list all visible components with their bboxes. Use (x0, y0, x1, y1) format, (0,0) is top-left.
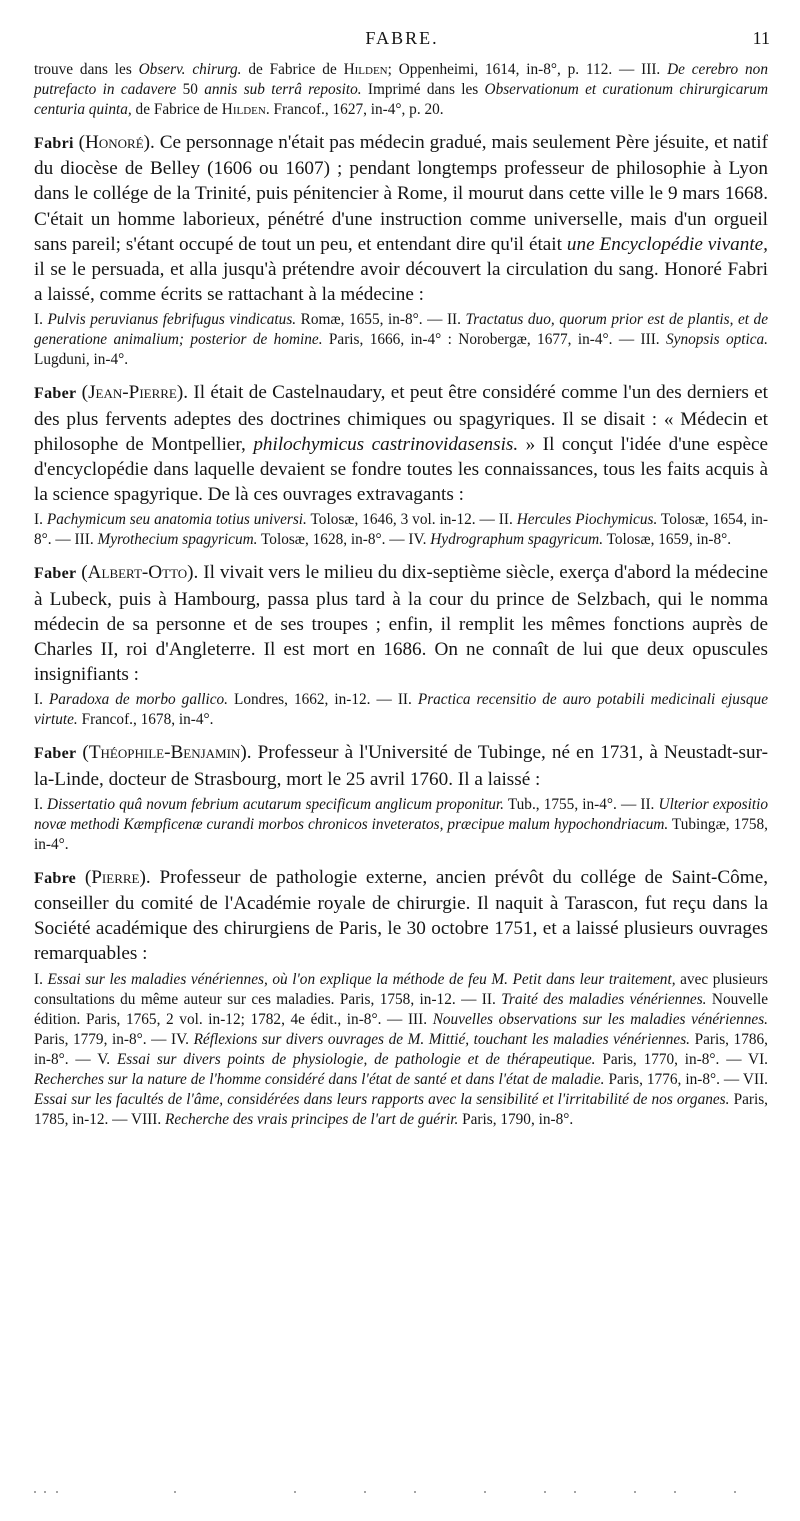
entry-text: Fabri (Honoré). Ce personnage n'était pas médecin gradué, mais seulement Père jésuite, et natif du diocèse de Belley (1606 ou 1607) ; pendant longtemps professeur de philosophie à Lyon dans le collége de la Trinité, puis pénitencier à Rome, il mourut dans cette ville le 9 mars 1668. C'était un homme laborieux, pénétré d'une instruction comme universelle, mais d'un orgueil sans pareil; s'étant occupé de tout un peu, et entendant dire qu'il était une Encyclopédie vivante, il se le persuada, et alla jusqu'à prétendre avoir découvert la circulation du sang. Honoré Fabri a laissé, comme écrits se rattachant à la médecine : (34, 132, 769, 306)
entry-works: I. Dissertatio quâ novum febrium acutarum specificum anglicum proponitur. Tub., 1755, in-4°. — II. Ulterior expositio novæ methodi Kæmpficenæ curandi morbos chronicos inveteratos, præcipue malum hypochondriacum. Tubingæ, 1758, in-4°. (34, 795, 769, 853)
entry-fabre-pierre (34, 865, 768, 1130)
dictionary-body (34, 60, 768, 1130)
entry-given-name: Honoré (85, 132, 144, 153)
entry-works: I. Pulvis peruvianus febrifugus vindicatus. Romæ, 1655, in-8°. — II. Tractatus duo, quorum prior est de plantis, et de generatione animalium; posterior de homine. Paris, 1666, in-4° : Norobergæ, 1677, in-4°. — III. Synopsis optica. Lugduni, in-4°. (34, 311, 768, 369)
entry-surname: Fabri (34, 135, 74, 152)
entry-given-name: Albert-Otto (87, 562, 188, 584)
entry-surname: Fabre (34, 869, 77, 887)
entry-text: Fabre (Pierre). Professeur de pathologie externe, ancien prévôt du collége de Saint-Côme, conseiller du comité de l'Académie royale de chirurgie. Il naquit à Tarascon, fut reçu dans la Société académique des chirurgiens de Paris, le 30 octobre 1751, et a laissé plusieurs ouvrages remarquables : (34, 866, 769, 965)
entry-faber-albert-otto (34, 560, 768, 730)
entry-works: I. Pachymicum seu anatomia totius universi. Tolosæ, 1646, 3 vol. in-12. — II. Hercules Piochymicus. Tolosæ, 1654, in-8°. — III. Myrothecium spagyricum. Tolosæ, 1628, in-8°. — IV. Hydrographum spagyricum. Tolosæ, 1659, in-8°. (34, 511, 769, 549)
entry-surname: Faber (34, 565, 77, 583)
entry-fabri-honore (34, 130, 768, 370)
entry-faber-jean-pierre (34, 380, 768, 550)
entry-given-name: Théophile-Benjamin (88, 742, 241, 764)
entry-given-name: Jean-Pierre (88, 382, 177, 404)
entry-faber-theophile-benjamin (34, 740, 768, 854)
page-number: 11 (752, 28, 770, 48)
entry-text: Faber (Théophile-Benjamin). Professeur à l'Université de Tubinge, né en 1731, à Neustadt-sur-la-Linde, docteur de Strasbourg, mort le 25 avril 1760. Il a laissé : (34, 742, 768, 790)
entry-given-name: Pierre (91, 866, 140, 888)
entry-surname: Faber (34, 745, 77, 763)
continuation-bibliography: trouve dans les Observ. chirurg. de Fabrice de Hilden; Oppenheimi, 1614, in-8°, p. 112. — III. De cerebro non putrefacto in cadavere 50 annis sub terrâ reposito. Imprimé dans les Observationum et curationum chirurgicarum centuria quinta, de Fabrice de Hilden. Francof., 1627, in-4°, p. 20. (34, 61, 768, 118)
running-head-title: FABRE. (365, 28, 439, 48)
scan-artifact-dots (34, 1488, 768, 1498)
entry-surname: Faber (34, 385, 77, 403)
entry-works: I. Essai sur les maladies vénériennes, où l'on explique la méthode de feu M. Petit dans leur traitement, avec plusieurs consultations du même auteur sur ces maladies. Paris, 1758, in-12. — II. Traité des maladies vénériennes. Nouvelle édition. Paris, 1765, 2 vol. in-12; 1782, 4e édit., in-8°. — III. Nouvelles observations sur les maladies vénériennes. Paris, 1779, in-8°. — IV. Réflexions sur divers ouvrages de M. Mittié, touchant les maladies vénériennes. Paris, 1786, in-8°. — V. Essai sur divers points de physiologie, de pathologie et de thérapeutique. Paris, 1770, in-8°. — VI. Recherches sur la nature de l'homme considéré dans l'état de santé et dans l'état de maladie. Paris, 1776, in-8°. — VII. Essai sur les facultés de l'âme, considérées dans leurs rapports avec la sensibilité et l'irritabilité de nos organes. Paris, 1785, in-12. — VIII. Recherche des vrais principes de l'art de guérir. Paris, 1790, in-8°. (34, 970, 768, 1128)
entry-text: Faber (Albert-Otto). Il vivait vers le milieu du dix-septième siècle, exerça d'abord la médecine à Lubeck, puis à Hambourg, passa plus tard à la cour du prince de Selzbach, qui le nomma médecin de sa personne et de ses troupes ; enfin, il remplit les mêmes fonctions auprès de Charles II, roi d'Angleterre. Il est mort en 1686. On ne connaît de lui que deux opuscules insignifiants : (34, 562, 768, 686)
entry-text: Faber (Jean-Pierre). Il était de Castelnaudary, et peut être considéré comme l'un des derniers et des plus fervents adeptes des doctrines chimiques ou spagyriques. Il se disait : « Médecin et philosophe de Montpellier, philochymicus castrinovidasensis. » Il conçut l'idée d'une espèce d'encyclopédie dans laquelle devaient se fondre toutes les connaissances, tous les faits acquis à la science spagyrique. De là ces ouvrages extravagants : (34, 382, 769, 506)
entry-works: I. Paradoxa de morbo gallico. Londres, 1662, in-12. — II. Practica recensitio de auro potabili medicinali ejusque virtute. Francof., 1678, in-4°. (34, 691, 768, 729)
running-head (34, 28, 770, 54)
